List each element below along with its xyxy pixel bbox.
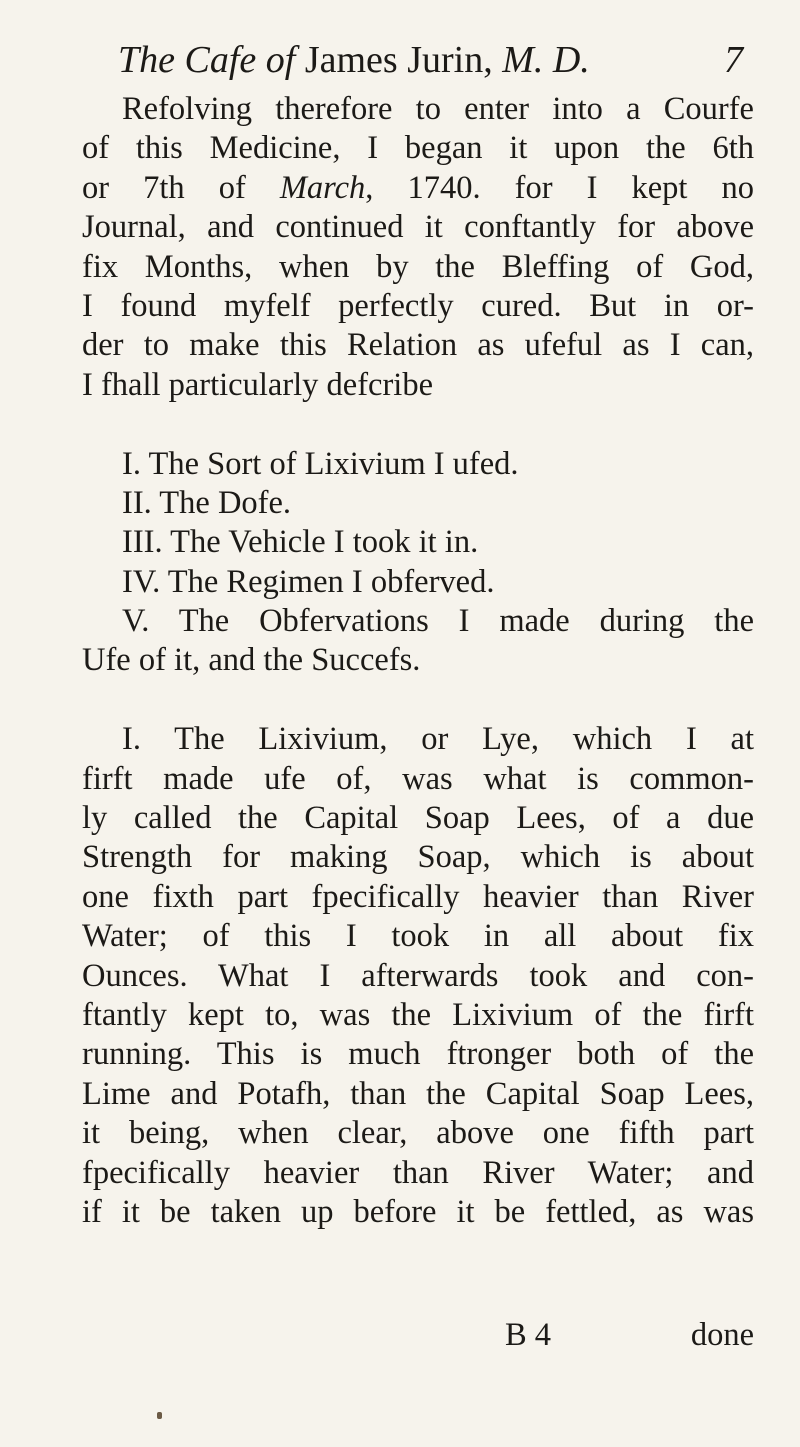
running-title-md: M. D. [492, 39, 590, 81]
running-title [118, 38, 590, 82]
text-line: Water; of this I took in all about fix [82, 918, 754, 955]
text-line: I found myfelf perfectly cured. But in or- [82, 287, 754, 324]
list-item: III. The Vehicle I took it in. [122, 524, 479, 561]
text-line: firft made ufe of, was what is common- [82, 760, 754, 797]
text-line: running. This is much ftronger both of the [82, 1036, 754, 1073]
topic-list [82, 445, 754, 681]
running-header [118, 38, 743, 98]
text-line: ly called the Capital Soap Lees, of a due [82, 800, 754, 837]
page-number: 7 [724, 39, 743, 81]
list-item: IV. The Regimen I obferved. [122, 563, 495, 600]
text-line-march: or 7th of March, 1740. for I kept no [82, 169, 754, 206]
text-line: Refolving therefore to enter into a Courfe [122, 91, 754, 127]
text-line: it being, when clear, above one fifth part [82, 1115, 754, 1152]
page-footer [0, 1317, 800, 1357]
paragraph-2 [82, 720, 754, 1232]
text-line: Lime and Potafh, than the Capital Soap Lees, [82, 1075, 754, 1112]
text-line: fpecifically heavier than River Water; and [82, 1154, 754, 1191]
list-item: II. The Dofe. [122, 484, 292, 521]
signature-mark: B 4 [505, 1317, 552, 1353]
text-line: I. The Lixivium, or Lye, which I at [122, 721, 754, 758]
ink-speck [157, 1412, 162, 1419]
text-line: Journal, and continued it conftantly for above [82, 209, 754, 246]
text-line: Ounces. What I afterwards took and con- [82, 957, 754, 994]
list-item: V. The Obfervations I made during the [122, 603, 754, 640]
running-title-italic: The Cafe of [118, 39, 296, 81]
text-line: I fhall particularly defcribe [82, 366, 433, 403]
text-line: der to make this Relation as ufeful as I can, [82, 327, 754, 364]
list-item-continuation: Ufe of it, and the Succefs. [82, 642, 421, 679]
text-line: fix Months, when by the Bleffing of God, [82, 248, 754, 285]
text-line: of this Medicine, I began it upon the 6th [82, 130, 754, 167]
text-line: ftantly kept to, was the Lixivium of the firft [82, 996, 754, 1033]
list-item: I. The Sort of Lixivium I ufed. [122, 445, 519, 482]
text-line: Strength for making Soap, which is about [82, 839, 754, 876]
text-line: one fixth part fpecifically heavier than River [82, 878, 754, 915]
body-text [82, 90, 754, 1232]
text-line: if it be taken up before it be fettled, as was [82, 1193, 754, 1230]
catchword: done [690, 1317, 754, 1353]
running-title-name: James Jurin, [295, 39, 493, 81]
paragraph-1 [82, 90, 754, 405]
